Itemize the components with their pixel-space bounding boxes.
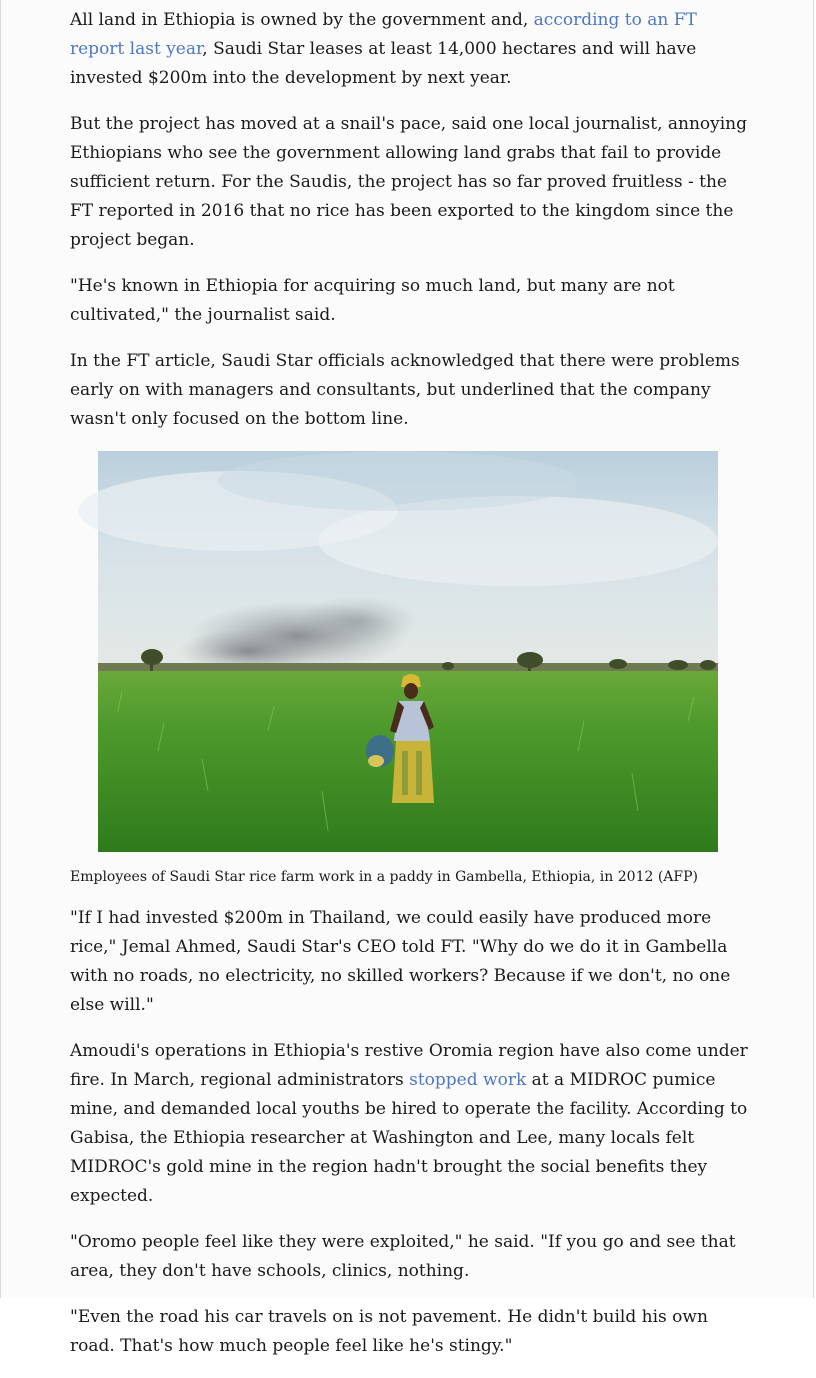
article-figure <box>70 451 752 887</box>
paragraph-road-quote: "Even the road his car travels on is not pavement. He didn't build his own road. That's how much people feel like he's stingy." <box>70 1307 708 1356</box>
paragraph-text: All land in Ethiopia is owned by the government and, <box>70 10 534 30</box>
paragraph-oromia <box>70 1037 752 1211</box>
paragraph-journalist-quote: "He's known in Ethiopia for acquiring so much land, but many are not cultivated," the journalist said. <box>70 276 675 325</box>
paragraph-ft-article: In the FT article, Saudi Star officials acknowledged that there were problems early on with managers and consultants, but underlined that the company wasn't only focused on the bottom line. <box>70 351 740 429</box>
paragraph-text: at a MIDROC pumice mine, and demanded local youths be hired to operate the facility. According to Gabisa, the Ethiopia researcher at Washington and Lee, many locals felt MIDROC's gold mine in the region hadn't brought the social benefits they expected. <box>70 1070 748 1206</box>
figure-caption: Employees of Saudi Star rice farm work in a paddy in Gambella, Ethiopia, in 2012 (AFP) <box>70 869 698 885</box>
paragraph-oromo-quote: "Oromo people feel like they were exploited," he said. "If you go and see that area, they don't have schools, clinics, nothing. <box>70 1232 736 1281</box>
ft-report-link[interactable]: according to an FT report last year <box>70 10 697 59</box>
stopped-work-link[interactable]: stopped work <box>409 1070 527 1090</box>
paragraph-ceo-quote: "If I had invested $200m in Thailand, we could easily have produced more rice," Jemal Ahmed, Saudi Star's CEO told FT. "Why do we do it in Gambella with no roads, no electricity, no skilled workers? Because if we don't, no one else will." <box>70 908 731 1015</box>
paragraph-text: , Saudi Star leases at least 14,000 hectares and will have invested $200m into the development by next year. <box>70 39 697 88</box>
article-body <box>70 6 752 1378</box>
paragraph-land-ownership <box>70 6 752 93</box>
rice-paddy-photo <box>98 451 718 852</box>
paragraph-snails-pace: But the project has moved at a snail's pace, said one local journalist, annoying Ethiopians who see the government allowing land grabs that fail to provide sufficient return. For the Saudis, the project has so far proved fruitless - the FT reported in 2016 that no rice has been exported to the kingdom since the project began. <box>70 114 748 250</box>
paragraph-text: Amoudi's operations in Ethiopia's restive Oromia region have also come under fire. In March, regional administrators <box>70 1041 748 1090</box>
